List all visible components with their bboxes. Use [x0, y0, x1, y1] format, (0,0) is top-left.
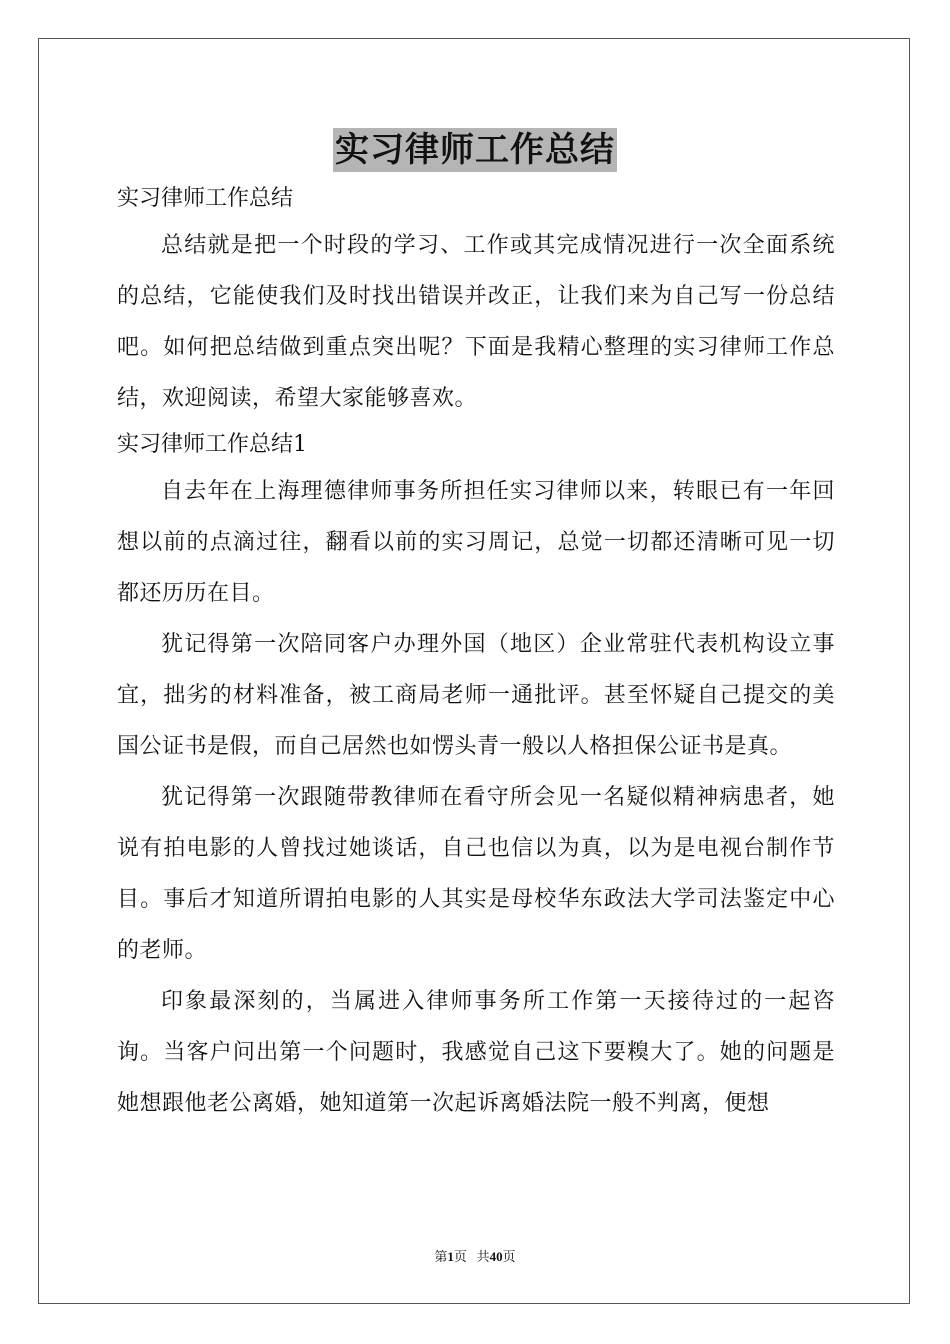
- body-paragraph-2: 犹记得第一次陪同客户办理外国（地区）企业常驻代表机构设立事宜，拙劣的材料准备，被工商局老师一通批评。甚至怀疑自己提交的美国公证书是假，而自己居然也如愣头青一般以人格担保公证书是真。: [117, 632, 835, 759]
- section-heading: 实习律师工作总结1: [117, 432, 307, 457]
- document-body: [117, 178, 835, 1129]
- intro-paragraph: 总结就是把一个时段的学习、工作或其完成情况进行一次全面系统的总结，它能使我们及时找出错误并改正，让我们来为自己写一份总结吧。如何把总结做到重点突出呢？下面是我精心整理的实习律师工作总结，欢迎阅读，希望大家能够喜欢。: [117, 233, 835, 411]
- total-pages: 40: [489, 1249, 503, 1264]
- page-suffix: 页: [453, 1249, 467, 1264]
- total-suffix: 页: [502, 1249, 516, 1264]
- body-paragraph-4: 印象最深刻的，当属进入律师事务所工作第一天接待过的一起咨询。当客户问出第一个问题时，我感觉自己这下要糗大了。她的问题是她想跟他老公离婚，她知道第一次起诉离婚法院一般不判离，便想: [117, 989, 835, 1116]
- page-prefix: 第: [434, 1249, 448, 1264]
- document-title: 实习律师工作总结: [335, 130, 615, 170]
- page-number: 1: [447, 1249, 454, 1264]
- page-footer: [0, 1246, 950, 1265]
- document-subtitle: 实习律师工作总结: [117, 186, 294, 211]
- title-wrap: [0, 128, 950, 172]
- total-prefix: 共: [476, 1249, 490, 1264]
- body-paragraph-1: 自去年在上海理德律师事务所担任实习律师以来，转眼已有一年回想以前的点滴过往，翻看以前的实习周记，总觉一切都还清晰可见一切都还历历在目。: [117, 479, 835, 606]
- body-paragraph-3: 犹记得第一次跟随带教律师在看守所会见一名疑似精神病患者，她说有拍电影的人曾找过她谈话，自己也信以为真，以为是电视台制作节目。事后才知道所谓拍电影的人其实是母校华东政法大学司法鉴定中心的老师。: [117, 785, 835, 963]
